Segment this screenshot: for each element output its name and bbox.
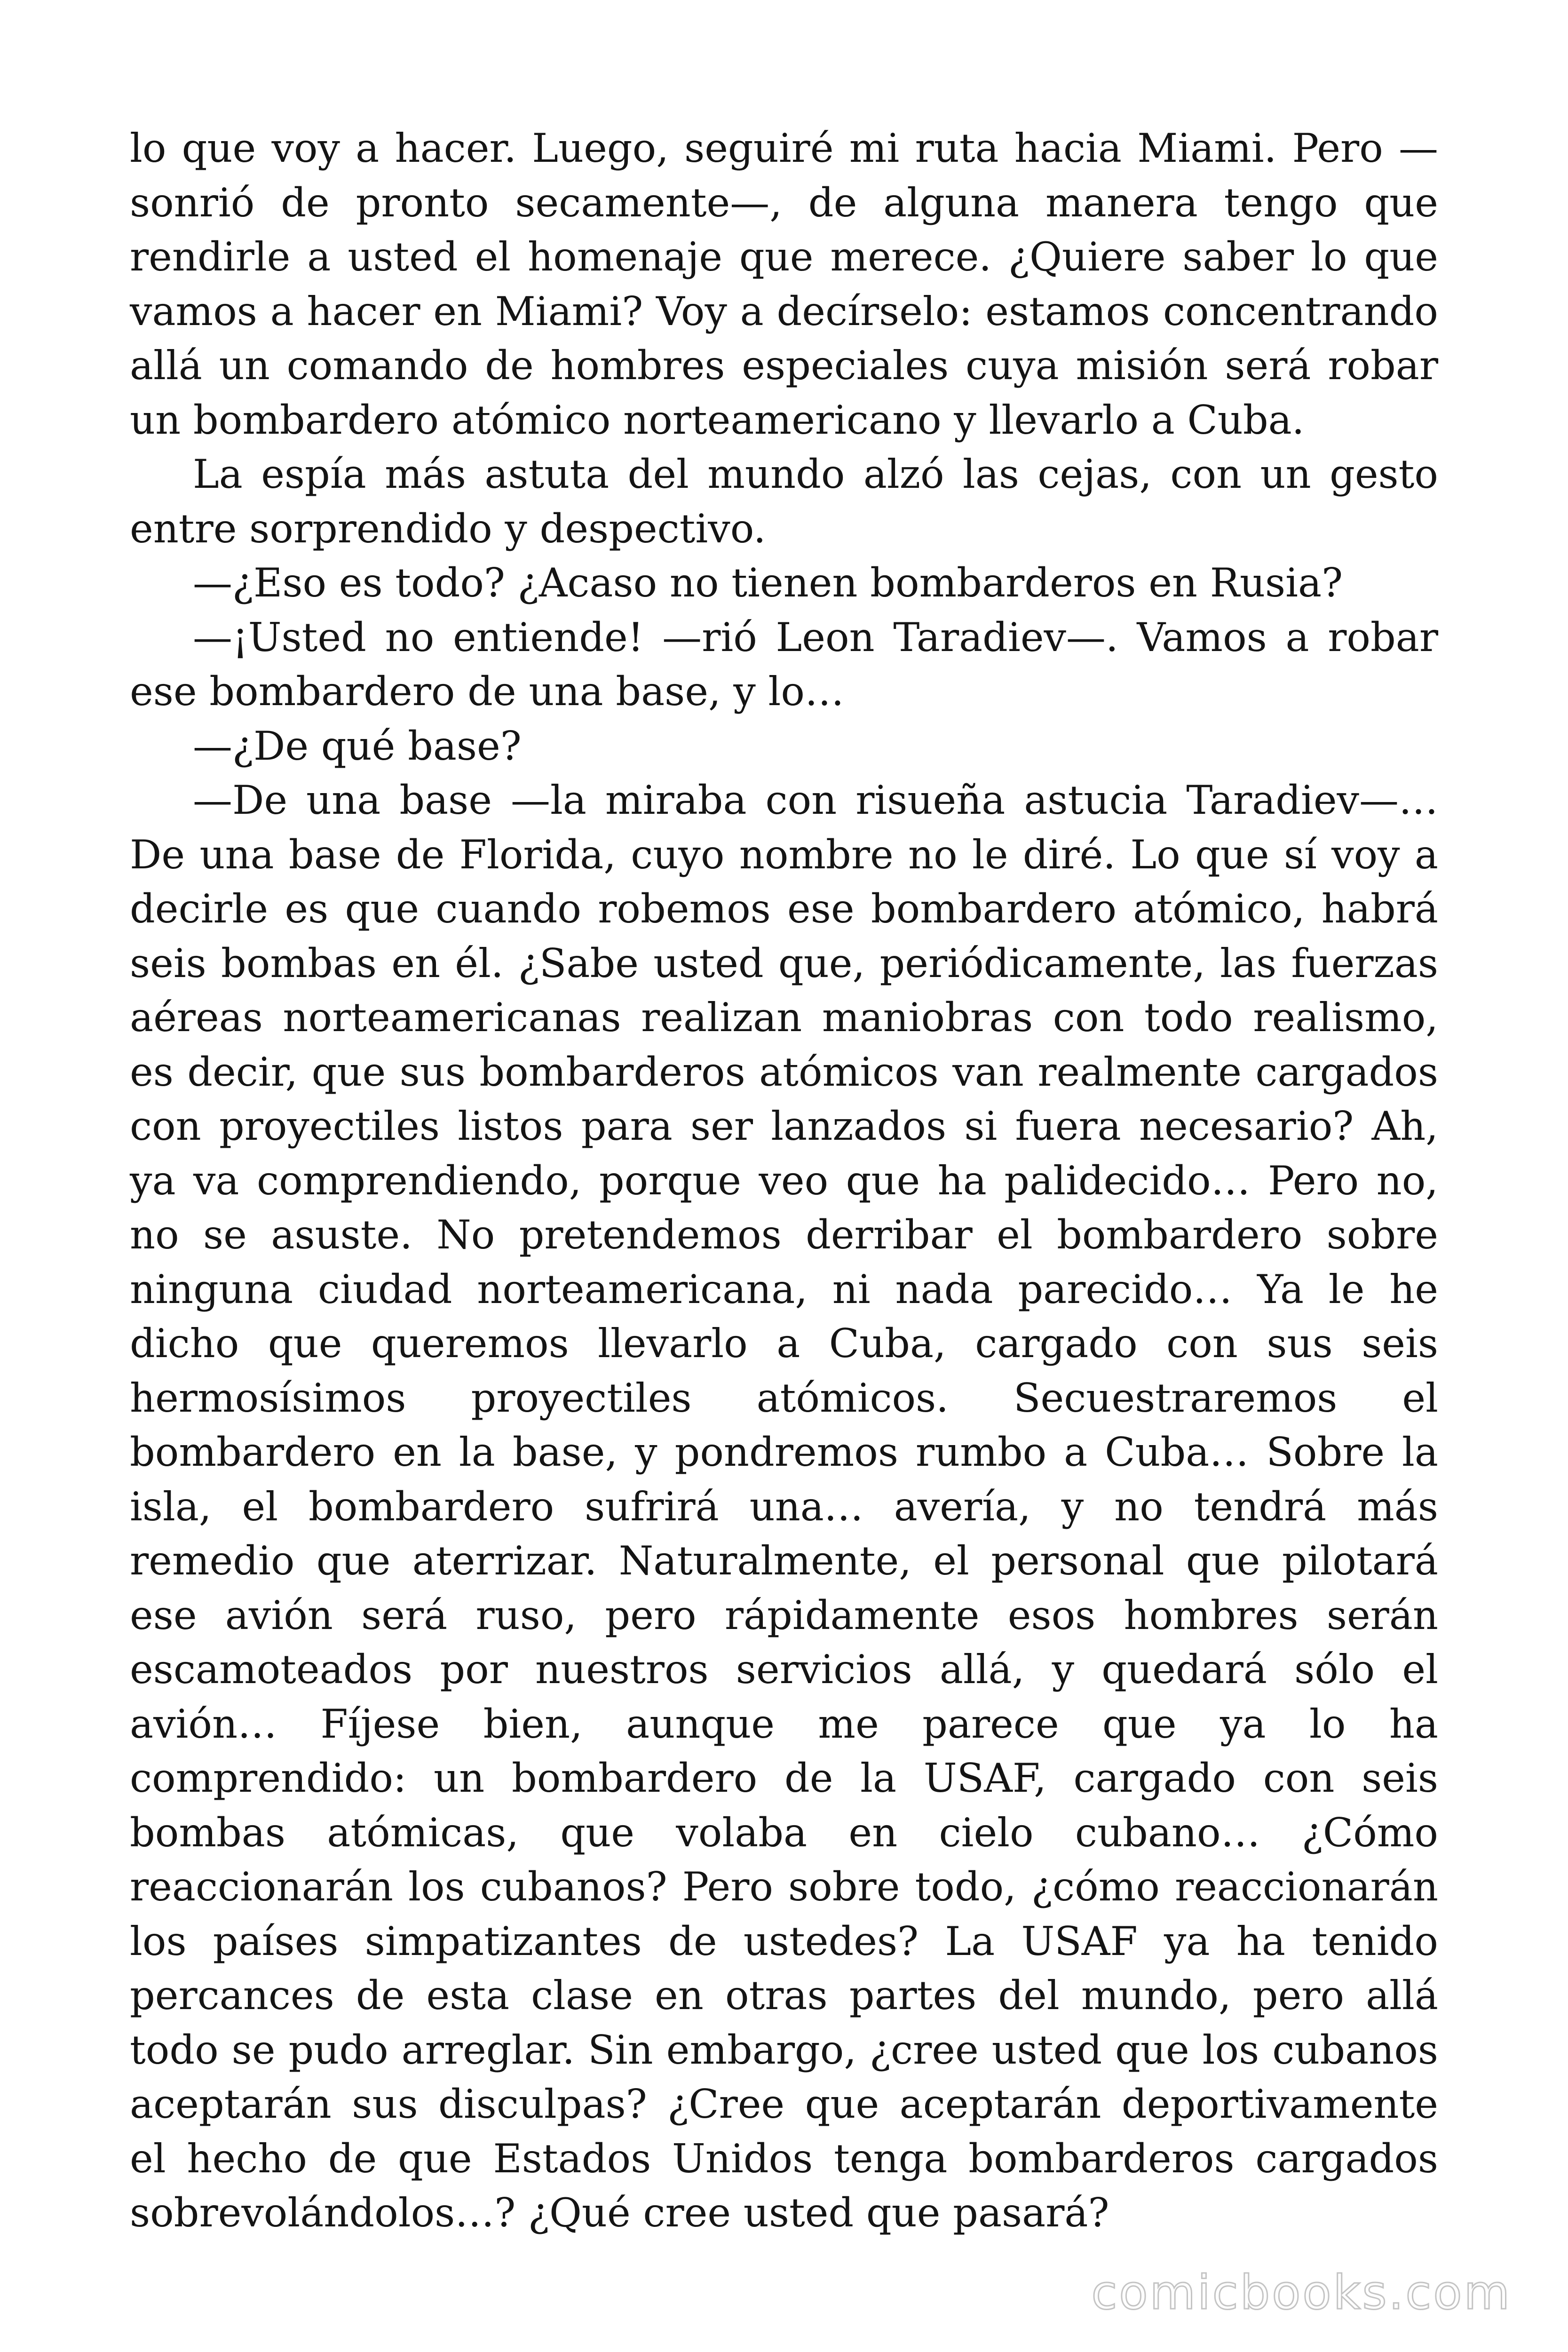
dialogue-line: —¿Eso es todo? ¿Acaso no tienen bombarderos en Rusia? <box>193 560 1343 606</box>
body-text <box>130 121 1438 2241</box>
dialogue-line: —De una base —la miraba con risueña astucia Taradiev—… De una base de Florida, cuyo nombre no le diré. Lo que sí voy a decirle es que cuando robemos ese bombardero atómico, habrá seis bombas en él. ¿Sabe usted que, periódicamente, las fuerzas aéreas norteamericanas realizan maniobras con todo realismo, es decir, que sus bombarderos atómicos van realmente cargados con proyectiles listos para ser lanzados si fuera necesario? Ah, ya va comprendiendo, porque veo que ha palidecido… Pero no, no se asuste. No pretendemos derribar el bombardero sobre ninguna ciudad norteamericana, ni nada parecido… Ya le he dicho que queremos llevarlo a Cuba, cargado con sus seis hermosísimos proyectiles atómicos. Secuestraremos el bombardero en la base, y pondremos rumbo a Cuba… Sobre la isla, el bombardero sufrirá una… avería, y no tendrá más remedio que aterrizar. Naturalmente, el personal que pilotará ese avión será ruso, pero rápidamente esos hombres serán escamoteados por nuestros servicios allá, y quedará sólo el avión… Fíjese bien, aunque me parece que ya lo ha comprendido: un bombardero de la USAF, cargado con seis bombas atómicas, que volaba en cielo cubano… ¿Cómo reaccionarán los cubanos? Pero sobre todo, ¿cómo reaccionarán los países simpatizantes de ustedes? La USAF ya ha tenido percances de esta clase en otras partes del mundo, pero allá todo se pudo arreglar. Sin embargo, ¿cree usted que los cubanos aceptarán sus disculpas? ¿Cree que aceptarán deportivamente el hecho de que Estados Unidos tenga bombarderos cargados sobrevolándolos…? ¿Qué cree usted que pasará? <box>130 777 1438 2236</box>
paragraph-continued: lo que voy a hacer. Luego, seguiré mi ruta hacia Miami. Pero —sonrió de pronto secamente—, de alguna manera tengo que rendirle a usted el homenaje que merece. ¿Quiere saber lo que vamos a hacer en Miami? Voy a decírselo: estamos concentrando allá un comando de hombres especiales cuya misión será robar un bombardero atómico norteamericano y llevarlo a Cuba. <box>130 125 1438 443</box>
watermark: comicbooks.com <box>1091 2265 1512 2320</box>
dialogue-line: —¿De qué base? <box>193 723 522 769</box>
dialogue-line: —¡Usted no entiende! —rió Leon Taradiev—. Vamos a robar ese bombardero de una base, y lo… <box>130 614 1438 715</box>
paragraph: La espía más astuta del mundo alzó las cejas, con un gesto entre sorprendido y despectivo. <box>130 451 1438 552</box>
